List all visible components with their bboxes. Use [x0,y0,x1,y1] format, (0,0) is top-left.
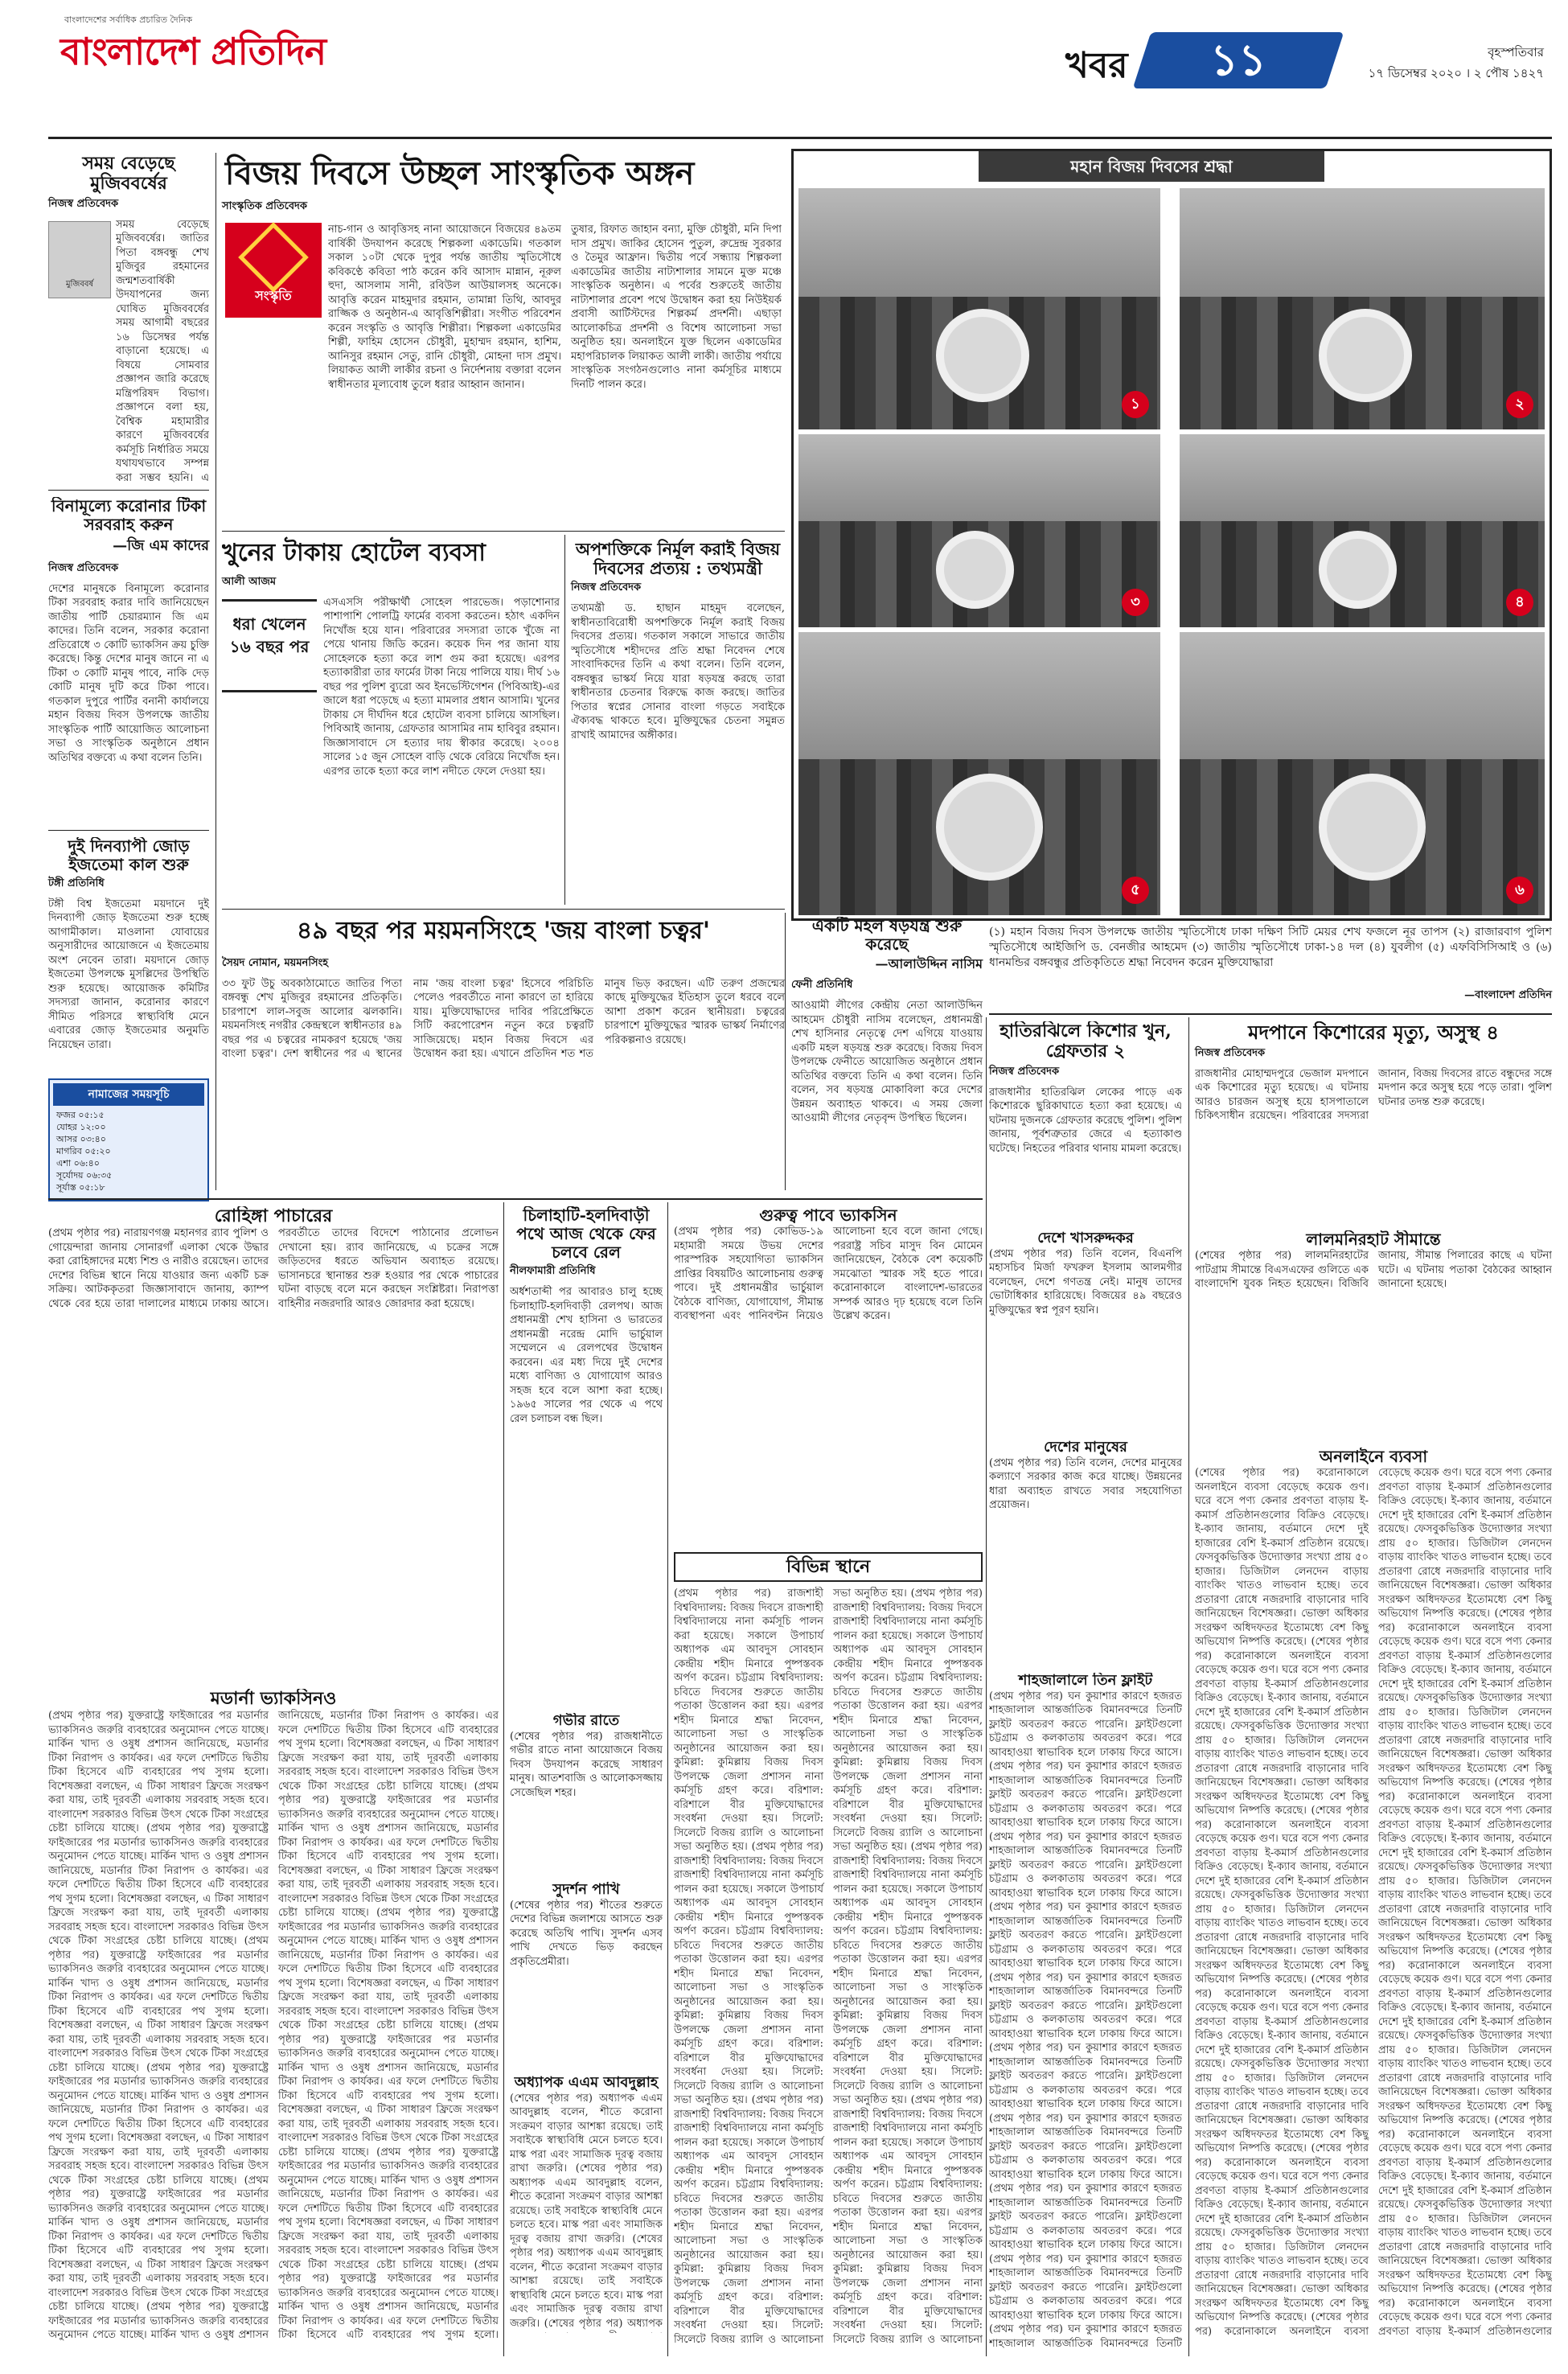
prayer-time-item: আসর ০৩:৪০ [56,1133,106,1144]
photo-spread [791,149,1552,921]
madpan-headline: মদপানে কিশোরের মৃত্যু, অসুস্থ ৪ [1248,1021,1499,1044]
lalmonir-article [1195,1230,1552,1440]
article-body: (প্রথম পৃষ্ঠার পর) তিনি বলেন, বিএনপি মহাসচিব মির্জা ফখরুল ইসলাম আলমগীর বলেছেন, দেশে গণতন্ত্র নেই। মানুষ তাদের ভোটাধিকার হারিয়েছে। বিজয়ের ৪৯ বছরেও মুক্তিযুদ্ধের স্বপ্ন পূরণ হয়নি। [989,1247,1182,1316]
rail-article [510,1206,663,1705]
manusher-article [989,1440,1182,1665]
article-body: (প্রথম পৃষ্ঠার পর) যুক্তরাষ্ট্রে ফাইজারের পর মডার্নার ভ্যাকসিনও জরুরি ব্যবহারের অনুমোদন পেতে যাচ্ছে। মার্কিন খাদ্য ও ওষুধ প্রশাসন জানিয়েছে, মডার্নার টিকা নিরাপদ ও কার্যকর। এর ফলে দেশটিতে দ্বিতীয় টিকা হিসেবে এটি ব্যবহারের পথ সুগম হলো। বিশেষজ্ঞরা বলছেন, এ টিকা সাধারণ ফ্রিজে সংরক্ষণ করা যায়, তাই দূরবর্তী এলাকায় সরবরাহ সহজ হবে। বাংলাদেশ সরকারও বিভিন্ন উৎস থেকে টিকা সংগ্রহের চেষ্টা চালিয়ে যাচ্ছে। (প্রথম পৃষ্ঠার পর) যুক্তরাষ্ট্রে ফাইজারের পর মডার্নার ভ্যাকসিনও জরুরি ব্যবহারের অনুমোদন পেতে যাচ্ছে। মার্কিন খাদ্য ও ওষুধ প্রশাসন জানিয়েছে, মডার্নার টিকা নিরাপদ ও কার্যকর। এর ফলে দেশটিতে দ্বিতীয় টিকা হিসেবে এটি ব্যবহারের পথ সুগম হলো। বিশেষজ্ঞরা বলছেন, এ টিকা সাধারণ ফ্রিজে সংরক্ষণ করা যায়, তাই দূরবর্তী এলাকায় সরবরাহ সহজ হবে। বাংলাদেশ সরকারও বিভিন্ন উৎস থেকে টিকা সংগ্রহের চেষ্টা চালিয়ে যাচ্ছে। (প্রথম পৃষ্ঠার পর) যুক্তরাষ্ট্রে ফাইজারের পর মডার্নার ভ্যাকসিনও জরুরি ব্যবহারের অনুমোদন পেতে যাচ্ছে। মার্কিন খাদ্য ও ওষুধ প্রশাসন জানিয়েছে, মডার্নার টিকা নিরাপদ ও কার্যকর। এর ফলে দেশটিতে দ্বিতীয় টিকা হিসেবে এটি ব্যবহারের পথ সুগম হলো। বিশেষজ্ঞরা বলছেন, এ টিকা সাধারণ ফ্রিজে সংরক্ষণ করা যায়, তাই দূরবর্তী এলাকায় সরবরাহ সহজ হবে। বাংলাদেশ সরকারও বিভিন্ন উৎস থেকে টিকা সংগ্রহের চেষ্টা চালিয়ে যাচ্ছে। (প্রথম পৃষ্ঠার পর) যুক্তরাষ্ট্রে ফাইজারের পর মডার্নার ভ্যাকসিনও জরুরি ব্যবহারের অনুমোদন পেতে যাচ্ছে। মার্কিন খাদ্য ও ওষুধ প্রশাসন জানিয়েছে, মডার্নার টিকা নিরাপদ ও কার্যকর। এর ফলে দেশটিতে দ্বিতীয় টিকা হিসেবে এটি ব্যবহারের পথ সুগম হলো। বিশেষজ্ঞরা বলছেন, এ টিকা সাধারণ ফ্রিজে সংরক্ষণ করা যায়, তাই দূরবর্তী এলাকায় সরবরাহ সহজ হবে। বাংলাদেশ সরকারও বিভিন্ন উৎস থেকে টিকা সংগ্রহের চেষ্টা চালিয়ে যাচ্ছে। (প্রথম পৃষ্ঠার পর) যুক্তরাষ্ট্রে ফাইজারের পর মডার্নার ভ্যাকসিনও জরুরি ব্যবহারের অনুমোদন পেতে যাচ্ছে। মার্কিন খাদ্য ও ওষুধ প্রশাসন জানিয়েছে, মডার্নার টিকা নিরাপদ ও কার্যকর। এর ফলে দেশটিতে দ্বিতীয় টিকা হিসেবে এটি ব্যবহারের পথ সুগম হলো। বিশেষজ্ঞরা বলছেন, এ টিকা সাধারণ ফ্রিজে সংরক্ষণ করা যায়, তাই দূরবর্তী এলাকায় সরবরাহ সহজ হবে। বাংলাদেশ সরকারও বিভিন্ন উৎস থেকে টিকা সংগ্রহের চেষ্টা চালিয়ে যাচ্ছে। (প্রথম পৃষ্ঠার পর) যুক্তরাষ্ট্রে ফাইজারের পর মডার্নার ভ্যাকসিনও জরুরি ব্যবহারের অনুমোদন পেতে যাচ্ছে। মার্কিন খাদ্য ও ওষুধ প্রশাসন জানিয়েছে, মডার্নার টিকা নিরাপদ ও কার্যকর। এর ফলে দেশটিতে দ্বিতীয় টিকা হিসেবে এটি ব্যবহারের পথ সুগম হলো। বিশেষজ্ঞরা বলছেন, এ টিকা সাধারণ ফ্রিজে সংরক্ষণ করা যায়, তাই দূরবর্তী এলাকায় সরবরাহ সহজ হবে। বাংলাদেশ সরকারও বিভিন্ন উৎস থেকে টিকা সংগ্রহের চেষ্টা চালিয়ে যাচ্ছে। (প্রথম পৃষ্ঠার পর) যুক্তরাষ্ট্রে ফাইজারের পর মডার্নার ভ্যাকসিনও জরুরি ব্যবহারের অনুমোদন পেতে যাচ্ছে। মার্কিন খাদ্য ও ওষুধ প্রশাসন জানিয়েছে, মডার্নার টিকা নিরাপদ ও কার্যকর। এর ফলে দেশটিতে দ্বিতীয় টিকা হিসেবে এটি ব্যবহারের পথ সুগম হলো। বিশেষজ্ঞরা বলছেন, এ টিকা সাধারণ ফ্রিজে সংরক্ষণ করা যায়, তাই দূরবর্তী এলাকায় সরবরাহ সহজ হবে। বাংলাদেশ সরকারও বিভিন্ন উৎস থেকে টিকা সংগ্রহের চেষ্টা চালিয়ে যাচ্ছে। (প্রথম পৃষ্ঠার পর) যুক্তরাষ্ট্রে ফাইজারের পর মডার্নার ভ্যাকসিনও জরুরি ব্যবহারের অনুমোদন পেতে যাচ্ছে। মার্কিন খাদ্য ও ওষুধ প্রশাসন জানিয়েছে, মডার্নার টিকা নিরাপদ ও কার্যকর। এর ফলে দেশটিতে দ্বিতীয় টিকা হিসেবে এটি ব্যবহারের পথ সুগম হলো। বিশেষজ্ঞরা বলছেন, এ টিকা সাধারণ ফ্রিজে সংরক্ষণ করা যায়, তাই দূরবর্তী এলাকায় সরবরাহ সহজ হবে। বাংলাদেশ সরকারও বিভিন্ন উৎস থেকে টিকা সংগ্রহের চেষ্টা চালিয়ে যাচ্ছে। (প্রথম পৃষ্ঠার পর) যুক্তরাষ্ট্রে ফাইজারের পর মডার্নার ভ্যাকসিনও জরুরি ব্যবহারের অনুমোদন পেতে যাচ্ছে। মার্কিন খাদ্য ও ওষুধ প্রশাসন জানিয়েছে, মডার্নার টিকা নিরাপদ ও কার্যকর। এর ফলে দেশটিতে দ্বিতীয় টিকা হিসেবে এটি ব্যবহারের পথ সুগম হলো। বিশেষজ্ঞরা বলছেন, এ টিকা সাধারণ ফ্রিজে সংরক্ষণ করা যায়, তাই দূরবর্তী এলাকায় সরবরাহ সহজ হবে। বাংলাদেশ সরকারও বিভিন্ন উৎস থেকে টিকা সংগ্রহের চেষ্টা চালিয়ে যাচ্ছে। (প্রথম পৃষ্ঠার পর) যুক্তরাষ্ট্রে ফাইজারের পর মডার্নার ভ্যাকসিনও জরুরি ব্যবহারের অনুমোদন পেতে যাচ্ছে। মার্কিন খাদ্য ও ওষুধ প্রশাসন জানিয়েছে, মডার্নার টিকা নিরাপদ ও কার্যকর। এর ফলে দেশটিতে দ্বিতীয় টিকা হিসেবে এটি ব্যবহারের পথ সুগম হলো। বিশেষজ্ঞরা বলছেন, এ টিকা সাধারণ ফ্রিজে সংরক্ষণ করা যায়, তাই দূরবর্তী এলাকায় সরবরাহ সহজ হবে। বাংলাদেশ সরকারও বিভিন্ন উৎস থেকে টিকা সংগ্রহের চেষ্টা চালিয়ে যাচ্ছে। (প্রথম পৃষ্ঠার পর) যুক্তরাষ্ট্রে ফাইজারের পর মডার্নার ভ্যাকসিনও জরুরি ব্যবহারের অনুমোদন পেতে যাচ্ছে। মার্কিন খাদ্য ও ওষুধ প্রশাসন জানিয়েছে, মডার্নার টিকা নিরাপদ ও কার্যকর। এর ফলে দেশটিতে দ্বিতীয় টিকা হিসেবে এটি ব্যবহারের পথ সুগম হলো। [48,1710,499,2342]
places-headline: বিভিন্ন স্থানে [674,1552,983,1582]
article-body: ৩৩ ফুট উচু অবকাঠামোতে জাতির পিতা বঙ্গবন্ধু শেখ মুজিবুর রহমানের প্রতিকৃতি। চারপাশে লাল-সবুজ আলোর ঝলকানি। ময়মনসিংহ নগরীর কেন্দ্রস্থলে স্বাধীনতার ৪৯ বছর পর এ চত্বরের নামকরণ হয়েছে 'জয় বাংলা চত্বর'। দেশ স্বাধীনের পর এ স্থানের নাম 'জয় বাংলা চত্বর' হিসেবে পরিচিতি পেলেও পরবর্তীতে নানা কারণে তা হারিয়ে যায়। মুক্তিযোদ্ধাদের দাবির পরিপ্রেক্ষিতে সিটি করপোরেশন নতুন করে চত্বরটি সাজিয়েছে। মহান বিজয় দিবসে এর উদ্বোধন করা হয়। এখানে প্রতিদিন শত শত মানুষ ভিড় করছেন। এটি তরুণ প্রজন্মের কাছে মুক্তিযুদ্ধের ইতিহাস তুলে ধরবে বলে আশা প্রকাশ করেন স্থানীয়রা। চত্বরের চারপাশে মুক্তিযুদ্ধের স্মারক ভাস্কর্য নির্মাণের পরিকল্পনাও রয়েছে। [222,977,785,1060]
photo-caption-box [989,925,1552,1005]
article-body: এসএসসি পরীক্ষার্থী সোহেল পারভেজ। পড়াশোনার পাশাপাশি পোলট্রি ফার্মের ব্যবসা করতেন। হঠাৎ একদিন নিখোঁজ হয়ে যান। পরিবারের সদস্যরা তাকে খুঁজে না পেয়ে থানায় জিডি করেন। কয়েক দিন পর জানা যায় সোহেলকে হত্যা করে লাশ গুম করা হয়েছে। এরপর হত্যাকারীরা তার ফার্মের টাকা নিয়ে পালিয়ে যায়। দীর্ঘ ১৬ বছর পর পুলিশ ব্যুরো অব ইনভেস্টিগেশন (পিবিআই)-এর জালে ধরা পড়েছে এ হত্যা মামলার প্রধান আসামি। খুনের টাকায় সে দীর্ঘদিন ধরে হোটেল ব্যবসা চালিয়ে আসছিল। পিবিআই জানায়, গ্রেফতার আসামির নাম হাবিবুর রহমান। জিজ্ঞাসাবাদে সে হত্যার দায় স্বীকার করেছে। ২০০৪ সালের ১৫ জুন সোহেল বাড়ি থেকে বেরিয়ে নিখোঁজ হন। এরপর তাকে হত্যা করে লাশ নদীতে ফেলে দেওয়া হয়। [323,596,560,778]
culture-emblem-icon [238,222,309,293]
abdullah-headline: অধ্যাপক এএম আবদুল্লাহ [514,2075,659,2091]
places-article [674,1552,983,2356]
byline: নিজস্ব প্রতিবেদক [571,581,642,594]
photo-number-badge: ৬ [1506,877,1533,904]
rohingya-article [48,1206,499,1681]
photo-spread-banner [979,151,1324,182]
divider [48,490,209,491]
byline: নিজস্ব প্রতিবেদক [48,561,119,574]
divider [222,531,785,532]
rohingya-headline: রোহিঙ্গা পাচারের [214,1206,333,1226]
headline-vaccine-free: বিনামূল্যে করোনার টিকা সরবরাহ করুন [51,496,207,534]
prayer-times-box [48,1078,209,1201]
masthead [0,0,1568,145]
column-rule [503,1202,504,2356]
mymensingh-article [222,913,785,1194]
photo-5 [798,632,1160,915]
column-rule [986,1017,987,2356]
masthead-tagline: বাংলাদেশের সর্বাধিক প্রচারিত দৈনিক [64,14,193,25]
photo-background [1180,434,1545,521]
conspiracy-article [791,917,983,1190]
byline: সাংস্কৃতিক প্রতিবেদক [222,200,307,212]
sudarshan-article [510,1882,663,2067]
divider [785,913,786,1190]
article-body: (প্রথম পৃষ্ঠার পর) রাজশাহী বিশ্ববিদ্যালয়: বিজয় দিবসে রাজশাহী বিশ্ববিদ্যালয়ে নানা কর্মসূচি পালন করা হয়েছে। সকালে উপাচার্য অধ্যাপক এম আবদুস সোবহান কেন্দ্রীয় শহীদ মিনারে পুষ্পস্তবক অর্পণ করেন। চট্টগ্রাম বিশ্ববিদ্যালয়: চবিতে দিবসের শুরুতে জাতীয় পতাকা উত্তোলন করা হয়। এরপর শহীদ মিনারে শ্রদ্ধা নিবেদন, আলোচনা সভা ও সাংস্কৃতিক অনুষ্ঠানের আয়োজন করা হয়। কুমিল্লা: কুমিল্লায় বিজয় দিবস উপলক্ষে জেলা প্রশাসন নানা কর্মসূচি গ্রহণ করে। বরিশাল: বরিশালে বীর মুক্তিযোদ্ধাদের সংবর্ধনা দেওয়া হয়। সিলেট: সিলেটে বিজয় র‌্যালি ও আলোচনা সভা অনুষ্ঠিত হয়। (প্রথম পৃষ্ঠার পর) রাজশাহী বিশ্ববিদ্যালয়: বিজয় দিবসে রাজশাহী বিশ্ববিদ্যালয়ে নানা কর্মসূচি পালন করা হয়েছে। সকালে উপাচার্য অধ্যাপক এম আবদুস সোবহান কেন্দ্রীয় শহীদ মিনারে পুষ্পস্তবক অর্পণ করেন। চট্টগ্রাম বিশ্ববিদ্যালয়: চবিতে দিবসের শুরুতে জাতীয় পতাকা উত্তোলন করা হয়। এরপর শহীদ মিনারে শ্রদ্ধা নিবেদন, আলোচনা সভা ও সাংস্কৃতিক অনুষ্ঠানের আয়োজন করা হয়। কুমিল্লা: কুমিল্লায় বিজয় দিবস উপলক্ষে জেলা প্রশাসন নানা কর্মসূচি গ্রহণ করে। বরিশাল: বরিশালে বীর মুক্তিযোদ্ধাদের সংবর্ধনা দেওয়া হয়। সিলেট: সিলেটে বিজয় র‌্যালি ও আলোচনা সভা অনুষ্ঠিত হয়। (প্রথম পৃষ্ঠার পর) রাজশাহী বিশ্ববিদ্যালয়: বিজয় দিবসে রাজশাহী বিশ্ববিদ্যালয়ে নানা কর্মসূচি পালন করা হয়েছে। সকালে উপাচার্য অধ্যাপক এম আবদুস সোবহান কেন্দ্রীয় শহীদ মিনারে পুষ্পস্তবক অর্পণ করেন। চট্টগ্রাম বিশ্ববিদ্যালয়: চবিতে দিবসের শুরুতে জাতীয় পতাকা উত্তোলন করা হয়। এরপর শহীদ মিনারে শ্রদ্ধা নিবেদন, আলোচনা সভা ও সাংস্কৃতিক অনুষ্ঠানের আয়োজন করা হয়। কুমিল্লা: কুমিল্লায় বিজয় দিবস উপলক্ষে জেলা প্রশাসন নানা কর্মসূচি গ্রহণ করে। বরিশাল: বরিশালে বীর মুক্তিযোদ্ধাদের সংবর্ধনা দেওয়া হয়। সিলেট: সিলেটে বিজয় র‌্যালি ও আলোচনা সভা অনুষ্ঠিত হয়। (প্রথম পৃষ্ঠার পর) রাজশাহী বিশ্ববিদ্যালয়: বিজয় দিবসে রাজশাহী বিশ্ববিদ্যালয়ে নানা কর্মসূচি পালন করা হয়েছে। সকালে উপাচার্য অধ্যাপক এম আবদুস সোবহান কেন্দ্রীয় শহীদ মিনারে পুষ্পস্তবক অর্পণ করেন। চট্টগ্রাম বিশ্ববিদ্যালয়: চবিতে দিবসের শুরুতে জাতীয় পতাকা উত্তোলন করা হয়। এরপর শহীদ মিনারে শ্রদ্ধা নিবেদন, আলোচনা সভা ও সাংস্কৃতিক অনুষ্ঠানের আয়োজন করা হয়। কুমিল্লা: কুমিল্লায় বিজয় দিবস উপলক্ষে জেলা প্রশাসন নানা কর্মসূচি গ্রহণ করে। বরিশাল: বরিশালে বীর মুক্তিযোদ্ধাদের সংবর্ধনা দেওয়া হয়। সিলেট: সিলেটে বিজয় র‌্যালি ও আলোচনা সভা অনুষ্ঠিত হয়। (প্রথম পৃষ্ঠার পর) রাজশাহী বিশ্ববিদ্যালয়: বিজয় দিবসে রাজশাহী বিশ্ববিদ্যালয়ে নানা কর্মসূচি পালন করা হয়েছে। সকালে উপাচার্য অধ্যাপক এম আবদুস সোবহান কেন্দ্রীয় শহীদ মিনারে পুষ্পস্তবক অর্পণ করেন। চট্টগ্রাম বিশ্ববিদ্যালয়: চবিতে দিবসের শুরুতে জাতীয় পতাকা উত্তোলন করা হয়। এরপর শহীদ মিনারে শ্রদ্ধা নিবেদন, আলোচনা সভা ও সাংস্কৃতিক অনুষ্ঠানের আয়োজন করা হয়। কুমিল্লা: কুমিল্লায় বিজয় দিবস উপলক্ষে জেলা প্রশাসন নানা কর্মসূচি গ্রহণ করে। বরিশাল: বরিশালে বীর মুক্তিযোদ্ধাদের সংবর্ধনা দেওয়া হয়। সিলেট: সিলেটে বিজয় র‌্যালি ও আলোচনা সভা অনুষ্ঠিত হয়। (প্রথম পৃষ্ঠার পর) রাজশাহী বিশ্ববিদ্যালয়: বিজয় দিবসে রাজশাহী বিশ্ববিদ্যালয়ে নানা কর্মসূচি পালন করা হয়েছে। সকালে উপাচার্য অধ্যাপক এম আবদুস সোবহান কেন্দ্রীয় শহীদ মিনারে পুষ্পস্তবক অর্পণ করেন। চট্টগ্রাম বিশ্ববিদ্যালয়: চবিতে দিবসের শুরুতে জাতীয় পতাকা উত্তোলন করা হয়। এরপর শহীদ মিনারে শ্রদ্ধা নিবেদন, আলোচনা সভা ও সাংস্কৃতিক অনুষ্ঠানের আয়োজন করা হয়। কুমিল্লা: কুমিল্লায় বিজয় দিবস উপলক্ষে জেলা প্রশাসন নানা কর্মসূচি গ্রহণ করে। বরিশাল: বরিশালে বীর মুক্তিযোদ্ধাদের সংবর্ধনা দেওয়া হয়। সিলেট: সিলেটে বিজয় র‌্যালি ও আলোচনা [674,1587,983,2346]
divider [222,909,785,910]
headline-subtitle: —আলাউদ্দিন নাসিম [875,956,983,971]
article-body: রাজধানীর মোহাম্মদপুরে ভেজাল মদপানে এক কিশোরের মৃত্যু হয়েছে। এ ঘটনায় আরও চারজন অসুস্থ হয়ে হাসপাতালে চিকিৎসাধীন রয়েছেন। পরিবারের সদস্যরা জানান, বিজয় দিবসের রাতে বন্ধুদের সঙ্গে মদপান করে অসুস্থ হয়ে পড়ে তারা। পুলিশ ঘটনার তদন্ত শুরু করেছে। [1195,1067,1552,1123]
article-body: সময় বেড়েছে মুজিববর্ষের। জাতির পিতা বঙ্গবন্ধু শেখ মুজিবুর রহমানের জন্মশতবার্ষিকী উদযাপনের জন্য ঘোষিত মুজিববর্ষের সময় আগামী বছরের ১৬ ডিসেম্বর পর্যন্ত বাড়ানো হয়েছে। এ বিষয়ে সোমবার প্রজ্ঞাপন জারি করেছে মন্ত্রিপরিষদ বিভাগ। প্রজ্ঞাপনে বলা হয়, বৈশ্বিক মহামারীর কারণে মুজিববর্ষের কর্মসূচি নির্ধারিত সময়ে যথাযথভাবে সম্পন্ন করা সম্ভব হয়নি। এ [116,218,209,483]
byline: সৈয়দ নোমান, ময়মনসিংহ [222,956,329,969]
byline: ফেনী প্রতিনিধি [791,979,853,991]
masthead-day: বৃহস্পতিবার [1488,45,1544,60]
wreath-icon [936,531,1014,609]
byline: নিজস্ব প্রতিবেদক [989,1065,1060,1078]
sudarshan-headline: সুদর্শন পাখি [552,1882,620,1898]
shash-article [989,1230,1182,1431]
byline: নিজস্ব প্রতিবেদক [1195,1046,1266,1059]
manusher-headline: দেশের মানুষের [1044,1440,1127,1456]
photo-number-badge: ২ [1506,391,1533,418]
wreath-icon [1319,774,1426,881]
article-body: (শেষের পৃষ্ঠার পর) করোনাকালে অনলাইনে ব্যবসা বেড়েছে কয়েক গুণ। ঘরে বসে পণ্য কেনার প্রবণতা বাড়ায় ই-কমার্স প্রতিষ্ঠানগুলোর বিক্রিও বেড়েছে। ই-ক্যাব জানায়, বর্তমানে দেশে দুই হাজারের বেশি ই-কমার্স প্রতিষ্ঠান রয়েছে। ফেসবুকভিত্তিক উদ্যোক্তার সংখ্যা প্রায় ৫০ হাজার। ডিজিটাল লেনদেন বাড়ায় ব্যাংকিং খাতও লাভবান হচ্ছে। তবে প্রতারণা রোধে নজরদারি বাড়ানোর দাবি জানিয়েছেন বিশেষজ্ঞরা। ভোক্তা অধিকার সংরক্ষণ অধিদফতর ইতোমধ্যে বেশ কিছু অভিযোগ নিষ্পত্তি করেছে। (শেষের পৃষ্ঠার পর) করোনাকালে অনলাইনে ব্যবসা বেড়েছে কয়েক গুণ। ঘরে বসে পণ্য কেনার প্রবণতা বাড়ায় ই-কমার্স প্রতিষ্ঠানগুলোর বিক্রিও বেড়েছে। ই-ক্যাব জানায়, বর্তমানে দেশে দুই হাজারের বেশি ই-কমার্স প্রতিষ্ঠান রয়েছে। ফেসবুকভিত্তিক উদ্যোক্তার সংখ্যা প্রায় ৫০ হাজার। ডিজিটাল লেনদেন বাড়ায় ব্যাংকিং খাতও লাভবান হচ্ছে। তবে প্রতারণা রোধে নজরদারি বাড়ানোর দাবি জানিয়েছেন বিশেষজ্ঞরা। ভোক্তা অধিকার সংরক্ষণ অধিদফতর ইতোমধ্যে বেশ কিছু অভিযোগ নিষ্পত্তি করেছে। (শেষের পৃষ্ঠার পর) করোনাকালে অনলাইনে ব্যবসা বেড়েছে কয়েক গুণ। ঘরে বসে পণ্য কেনার প্রবণতা বাড়ায় ই-কমার্স প্রতিষ্ঠানগুলোর বিক্রিও বেড়েছে। ই-ক্যাব জানায়, বর্তমানে দেশে দুই হাজারের বেশি ই-কমার্স প্রতিষ্ঠান রয়েছে। ফেসবুকভিত্তিক উদ্যোক্তার সংখ্যা প্রায় ৫০ হাজার। ডিজিটাল লেনদেন বাড়ায় ব্যাংকিং খাতও লাভবান হচ্ছে। তবে প্রতারণা রোধে নজরদারি বাড়ানোর দাবি জানিয়েছেন বিশেষজ্ঞরা। ভোক্তা অধিকার সংরক্ষণ অধিদফতর ইতোমধ্যে বেশ কিছু অভিযোগ নিষ্পত্তি করেছে। (শেষের পৃষ্ঠার পর) করোনাকালে অনলাইনে ব্যবসা বেড়েছে কয়েক গুণ। ঘরে বসে পণ্য কেনার প্রবণতা বাড়ায় ই-কমার্স প্রতিষ্ঠানগুলোর বিক্রিও বেড়েছে। ই-ক্যাব জানায়, বর্তমানে দেশে দুই হাজারের বেশি ই-কমার্স প্রতিষ্ঠান রয়েছে। ফেসবুকভিত্তিক উদ্যোক্তার সংখ্যা প্রায় ৫০ হাজার। ডিজিটাল লেনদেন বাড়ায় ব্যাংকিং খাতও লাভবান হচ্ছে। তবে প্রতারণা রোধে নজরদারি বাড়ানোর দাবি জানিয়েছেন বিশেষজ্ঞরা। ভোক্তা অধিকার সংরক্ষণ অধিদফতর ইতোমধ্যে বেশ কিছু অভিযোগ নিষ্পত্তি করেছে। (শেষের পৃষ্ঠার পর) করোনাকালে অনলাইনে ব্যবসা বেড়েছে কয়েক গুণ। ঘরে বসে পণ্য কেনার প্রবণতা বাড়ায় ই-কমার্স প্রতিষ্ঠানগুলোর বিক্রিও বেড়েছে। ই-ক্যাব জানায়, বর্তমানে দেশে দুই হাজারের বেশি ই-কমার্স প্রতিষ্ঠান রয়েছে। ফেসবুকভিত্তিক উদ্যোক্তার সংখ্যা প্রায় ৫০ হাজার। ডিজিটাল লেনদেন বাড়ায় ব্যাংকিং খাতও লাভবান হচ্ছে। তবে প্রতারণা রোধে নজরদারি বাড়ানোর দাবি জানিয়েছেন বিশেষজ্ঞরা। ভোক্তা অধিকার সংরক্ষণ অধিদফতর ইতোমধ্যে বেশ কিছু অভিযোগ নিষ্পত্তি করেছে। (শেষের পৃষ্ঠার পর) করোনাকালে অনলাইনে ব্যবসা বেড়েছে কয়েক গুণ। ঘরে বসে পণ্য কেনার প্রবণতা বাড়ায় ই-কমার্স প্রতিষ্ঠানগুলোর বিক্রিও বেড়েছে। ই-ক্যাব জানায়, বর্তমানে দেশে দুই হাজারের বেশি ই-কমার্স প্রতিষ্ঠান রয়েছে। ফেসবুকভিত্তিক উদ্যোক্তার সংখ্যা প্রায় ৫০ হাজার। ডিজিটাল লেনদেন বাড়ায় ব্যাংকিং খাতও লাভবান হচ্ছে। তবে প্রতারণা রোধে নজরদারি বাড়ানোর দাবি জানিয়েছেন বিশেষজ্ঞরা। ভোক্তা অধিকার সংরক্ষণ অধিদফতর ইতোমধ্যে বেশ কিছু অভিযোগ নিষ্পত্তি করেছে। (শেষের পৃষ্ঠার পর) করোনাকালে অনলাইনে ব্যবসা বেড়েছে কয়েক গুণ। ঘরে বসে পণ্য কেনার প্রবণতা বাড়ায় ই-কমার্স প্রতিষ্ঠানগুলোর বিক্রিও বেড়েছে। ই-ক্যাব জানায়, বর্তমানে দেশে দুই হাজারের বেশি ই-কমার্স প্রতিষ্ঠান রয়েছে। ফেসবুকভিত্তিক উদ্যোক্তার সংখ্যা প্রায় ৫০ হাজার। ডিজিটাল লেনদেন বাড়ায় ব্যাংকিং খাতও লাভবান হচ্ছে। তবে প্রতারণা রোধে নজরদারি বাড়ানোর দাবি জানিয়েছেন বিশেষজ্ঞরা। ভোক্তা অধিকার সংরক্ষণ অধিদফতর ইতোমধ্যে বেশ কিছু অভিযোগ নিষ্পত্তি করেছে। (শেষের পৃষ্ঠার পর) করোনাকালে অনলাইনে ব্যবসা বেড়েছে কয়েক গুণ। ঘরে বসে পণ্য কেনার প্রবণতা বাড়ায় ই-কমার্স প্রতিষ্ঠানগুলোর বিক্রিও বেড়েছে। ই-ক্যাব জানায়, বর্তমানে দেশে দুই হাজারের বেশি ই-কমার্স প্রতিষ্ঠান রয়েছে। ফেসবুকভিত্তিক উদ্যোক্তার সংখ্যা প্রায় ৫০ হাজার। ডিজিটাল লেনদেন বাড়ায় ব্যাংকিং খাতও লাভবান হচ্ছে। তবে প্রতারণা রোধে নজরদারি বাড়ানোর দাবি জানিয়েছেন বিশেষজ্ঞরা। ভোক্তা অধিকার সংরক্ষণ অধিদফতর ইতোমধ্যে বেশ কিছু অভিযোগ নিষ্পত্তি করেছে। (শেষের পৃষ্ঠার পর) করোনাকালে অনলাইনে ব্যবসা বেড়েছে কয়েক গুণ। ঘরে বসে পণ্য কেনার প্রবণতা বাড়ায় ই-কমার্স প্রতিষ্ঠানগুলোর বিক্রিও বেড়েছে। ই-ক্যাব জানায়, বর্তমানে দেশে দুই হাজারের বেশি ই-কমার্স প্রতিষ্ঠান রয়েছে। ফেসবুকভিত্তিক উদ্যোক্তার সংখ্যা প্রায় ৫০ হাজার। ডিজিটাল লেনদেন বাড়ায় ব্যাংকিং খাতও লাভবান হচ্ছে। তবে প্রতারণা রোধে নজরদারি বাড়ানোর দাবি জানিয়েছেন বিশেষজ্ঞরা। ভোক্তা অধিকার সংরক্ষণ অধিদফতর ইতোমধ্যে বেশ কিছু অভিযোগ নিষ্পত্তি করেছে। (শেষের পৃষ্ঠার পর) করোনাকালে অনলাইনে ব্যবসা বেড়েছে কয়েক গুণ। ঘরে বসে পণ্য কেনার প্রবণতা বাড়ায় ই-কমার্স প্রতিষ্ঠানগুলোর বিক্রিও বেড়েছে। ই-ক্যাব জানায়, বর্তমানে দেশে দুই হাজারের বেশি ই-কমার্স প্রতিষ্ঠান রয়েছে। ফেসবুকভিত্তিক উদ্যোক্তার সংখ্যা প্রায় ৫০ হাজার। ডিজিটাল লেনদেন বাড়ায় ব্যাংকিং খাতও লাভবান হচ্ছে। তবে প্রতারণা রোধে নজরদারি বাড়ানোর দাবি জানিয়েছেন বিশেষজ্ঞরা। ভোক্তা অধিকার সংরক্ষণ অধিদফতর ইতোমধ্যে বেশ কিছু অভিযোগ নিষ্পত্তি করেছে। (শেষের পৃষ্ঠার পর) করোনাকালে অনলাইনে ব্যবসা বেড়েছে কয়েক গুণ। ঘরে বসে পণ্য কেনার প্রবণতা বাড়ায় ই-কমার্স প্রতিষ্ঠানগুলোর [1195,1467,1552,2338]
masthead-logo: বাংলাদেশ প্রতিদিন [60,30,326,73]
article-body: (প্রথম পৃষ্ঠার পর) তিনি বলেন, দেশের মানুষের কল্যাণে সরকার কাজ করে যাচ্ছে। উন্নয়নের ধারা অব্যাহত রাখতে সবার সহযোগিতা প্রয়োজন। [989,1456,1182,1512]
headline-subtitle: —জি এম কাদের [113,536,209,554]
article-body: (শেষের পৃষ্ঠার পর) রাজধানীতে গভীর রাতে নানা আয়োজনে বিজয় দিবস উদযাপন করেছে সাধারণ মানুষ। আতশবাজি ও আলোকসজ্জায় সেজেছিল শহর। [510,1730,663,1799]
headline-ijtema: দুই দিনব্যাপী জোড় ইজতেমা কাল শুরু [68,836,190,874]
photo-background [798,434,1160,521]
rail-headline: চিলাহাটি-হলদিবাড়ী পথে আজ থেকে ফের চলবে রেল [516,1206,656,1262]
wreath-icon [1319,531,1397,609]
divider [48,1198,983,1200]
conspiracy-headline: একটি মহল ষড়যন্ত্র শুরু করেছে [811,917,963,954]
article-body: তথ্যমন্ত্রী ড. হাছান মাহমুদ বলেছেন, স্বাধীনতাবিরোধী অপশক্তিকে নির্মূল করাই বিজয় দিবসের প্রত্যয়। গতকাল সকালে সাভারে জাতীয় স্মৃতিসৌধে শহীদদের প্রতি শ্রদ্ধা নিবেদন শেষে সাংবাদিকদের তিনি এ কথা বলেন। তিনি বলেন, বঙ্গবন্ধুর ভাস্কর্য নিয়ে যারা ষড়যন্ত্র করছে তারা স্বাধীনতার চেতনার বিরুদ্ধে কাজ করছে। জাতির পিতার স্বপ্নের সোনার বাংলা গড়তে সবাইকে ঐক্যবদ্ধ থাকতে হবে। মুক্তিযুদ্ধের চেতনা সমুন্নত রাখাই আমাদের অঙ্গীকার। [571,602,785,741]
photo-background [798,632,1160,759]
divider [989,1013,1552,1015]
wreath-icon [936,774,1043,881]
online-headline: অনলাইনে ব্যবসা [1319,1448,1428,1466]
hotel-kicker-box [222,599,317,692]
article-body: দেশের মানুষকে বিনামূল্যে করোনার টিকা সরবরাহ করার দাবি জানিয়েছেন জাতীয় পার্টি চেয়ারম্যান জি এম কাদের। তিনি বলেন, সরকার করোনা প্রতিরোধে ৩ কোটি ভ্যাকসিন ক্রয় চুক্তি করেছে। কিন্তু দেশের মানুষ জানে না এ টিকা ৩ কোটি মানুষ পাবে, নাকি দেড় কোটি মানুষ দুটি করে টিকা পাবে। গতকাল দুপুরে পার্টির বনানী কার্যালয়ে মহান বিজয় দিবস উপলক্ষে জাতীয় সাংস্কৃতিক পার্টি আয়োজিত আলোচনা সভা ও সাংস্কৃতিক অনুষ্ঠানে প্রধান অতিথির বক্তব্যে এ কথা বলেন তিনি। [48,582,209,764]
article-body: অর্ধশতাব্দী পর আবারও চালু হচ্ছে চিলাহাটি-হলদিবাড়ী রেলপথ। আজ প্রধানমন্ত্রী শেখ হাসিনা ও ভারতের প্রধানমন্ত্রী নরেন্দ্র মোদি ভার্চুয়াল সম্মেলনে এ রেলপথের উদ্বোধন করবেন। এর মধ্য দিয়ে দুই দেশের মধ্যে বাণিজ্য ও যোগাযোগ আরও সহজ হবে বলে আশা করা হচ্ছে। ১৯৬৫ সালের পর থেকে এ পথে রেল চলাচল বন্ধ ছিল। [510,1286,663,1425]
moderna-headline: মডার্না ভ্যাকসিনও [210,1689,337,1709]
photo-number-badge: ৩ [1122,589,1149,616]
gavir-headline: গভীর রাতে [552,1713,620,1729]
prayer-time-item: এশা ০৬:৪০ [56,1157,100,1169]
column-rule [215,153,216,1190]
article-body: রাজধানীর হাতিরঝিল লেকের পাড়ে এক কিশোরকে ছুরিকাঘাতে হত্যা করা হয়েছে। এ ঘটনায় দুজনকে গ্রেফতার করেছে পুলিশ। পুলিশ জানায়, পূর্বশত্রুতার জেরে এ হত্যাকাণ্ড ঘটেছে। নিহতের পরিবার থানায় মামলা করেছে। [989,1086,1182,1155]
hatirjheel-article [989,1021,1182,1222]
hotel-headline: খুনের টাকায় হোটেল ব্যবসা [222,539,486,567]
wreath-icon [1319,309,1412,402]
wreath-icon [936,309,1029,402]
photo-caption: (১) মহান বিজয় দিবস উপলক্ষে জাতীয় স্মৃতিসৌধে ঢাকা দক্ষিণ সিটি মেয়র শেখ ফজলে নূর তাপস (২) রাজারবাগ পুলিশ স্মৃতিসৌধে আইজিপি ড. বেনজীর আহমেদ (৩) জাতীয় স্মৃতিসৌধে ঢাকা-১৪ দল (৪) যুবলীগ (৫) এফবিসিসিআই ও (৬) ধানমন্ডির বঙ্গবন্ধুর প্রতিকৃতিতে শ্রদ্ধা নিবেদন করেন মুক্তিযোদ্ধারা [989,926,1552,969]
photo-spread-title: মহান বিজয় দিবসের শ্রদ্ধা [1070,157,1233,176]
culture-logo [225,223,322,318]
lead-headline: বিজয় দিবসে উচ্ছল সাংস্কৃতিক অঙ্গন [225,154,695,192]
vaccine-headline: গুরুত্ব পাবে ভ্যাকসিন [759,1206,897,1225]
photo-background [798,188,1160,297]
mujib-year-logo-label: মুজিববর্ষ [65,279,93,289]
prayer-time-item: সূর্যাস্ত ০৫:১৮ [56,1181,105,1193]
photo-credit: —বাংলাদেশ প্রতিদিন [1464,989,1552,1001]
photo-3 [798,434,1160,627]
lalmonir-headline: লালমনিরহাট সীমান্তে [1306,1230,1441,1249]
column-rule [1188,1017,1189,2356]
column-rule [564,535,565,905]
hotel-kicker: ধরা খেলেন ১৬ বছর পর [229,614,310,656]
minister-headline: অপশক্তিকে নির্মূল করাই বিজয় দিবসের প্রত্যয় : তথ্যমন্ত্রী [575,539,781,579]
moderna-article [48,1689,499,2356]
shahjalal-headline: শাহজালালে তিন ফ্লাইট [1018,1673,1153,1689]
article-body: (প্রথম পৃষ্ঠার পর) ঘন কুয়াশার কারণে হজরত শাহজালাল আন্তর্জাতিক বিমানবন্দরে তিনটি ফ্লাইট অবতরণ করতে পারেনি। ফ্লাইটগুলো চট্টগ্রাম ও কলকাতায় অবতরণ করে। পরে আবহাওয়া স্বাভাবিক হলে ঢাকায় ফিরে আসে। (প্রথম পৃষ্ঠার পর) ঘন কুয়াশার কারণে হজরত শাহজালাল আন্তর্জাতিক বিমানবন্দরে তিনটি ফ্লাইট অবতরণ করতে পারেনি। ফ্লাইটগুলো চট্টগ্রাম ও কলকাতায় অবতরণ করে। পরে আবহাওয়া স্বাভাবিক হলে ঢাকায় ফিরে আসে। (প্রথম পৃষ্ঠার পর) ঘন কুয়াশার কারণে হজরত শাহজালাল আন্তর্জাতিক বিমানবন্দরে তিনটি ফ্লাইট অবতরণ করতে পারেনি। ফ্লাইটগুলো চট্টগ্রাম ও কলকাতায় অবতরণ করে। পরে আবহাওয়া স্বাভাবিক হলে ঢাকায় ফিরে আসে। (প্রথম পৃষ্ঠার পর) ঘন কুয়াশার কারণে হজরত শাহজালাল আন্তর্জাতিক বিমানবন্দরে তিনটি ফ্লাইট অবতরণ করতে পারেনি। ফ্লাইটগুলো চট্টগ্রাম ও কলকাতায় অবতরণ করে। পরে আবহাওয়া স্বাভাবিক হলে ঢাকায় ফিরে আসে। (প্রথম পৃষ্ঠার পর) ঘন কুয়াশার কারণে হজরত শাহজালাল আন্তর্জাতিক বিমানবন্দরে তিনটি ফ্লাইট অবতরণ করতে পারেনি। ফ্লাইটগুলো চট্টগ্রাম ও কলকাতায় অবতরণ করে। পরে আবহাওয়া স্বাভাবিক হলে ঢাকায় ফিরে আসে। (প্রথম পৃষ্ঠার পর) ঘন কুয়াশার কারণে হজরত শাহজালাল আন্তর্জাতিক বিমানবন্দরে তিনটি ফ্লাইট অবতরণ করতে পারেনি। ফ্লাইটগুলো চট্টগ্রাম ও কলকাতায় অবতরণ করে। পরে আবহাওয়া স্বাভাবিক হলে ঢাকায় ফিরে আসে। (প্রথম পৃষ্ঠার পর) ঘন কুয়াশার কারণে হজরত শাহজালাল আন্তর্জাতিক বিমানবন্দরে তিনটি ফ্লাইট অবতরণ করতে পারেনি। ফ্লাইটগুলো চট্টগ্রাম ও কলকাতায় অবতরণ করে। পরে আবহাওয়া স্বাভাবিক হলে ঢাকায় ফিরে আসে। (প্রথম পৃষ্ঠার পর) ঘন কুয়াশার কারণে হজরত শাহজালাল আন্তর্জাতিক বিমানবন্দরে তিনটি ফ্লাইট অবতরণ করতে পারেনি। ফ্লাইটগুলো চট্টগ্রাম ও কলকাতায় অবতরণ করে। পরে আবহাওয়া স্বাভাবিক হলে ঢাকায় ফিরে আসে। (প্রথম পৃষ্ঠার পর) ঘন কুয়াশার কারণে হজরত শাহজালাল আন্তর্জাতিক বিমানবন্দরে তিনটি ফ্লাইট অবতরণ করতে পারেনি। ফ্লাইটগুলো চট্টগ্রাম ও কলকাতায় অবতরণ করে। পরে আবহাওয়া স্বাভাবিক হলে ঢাকায় ফিরে আসে। (প্রথম পৃষ্ঠার পর) ঘন কুয়াশার কারণে হজরত শাহজালাল আন্তর্জাতিক বিমানবন্দরে তিনটি [989,1690,1182,2349]
prayer-times-title: নামাজের সময়সূচি [53,1083,204,1106]
gavir-article [510,1713,663,1874]
prayer-time-item: যোহর ১২:০০ [56,1121,106,1132]
prayer-times-list [53,1106,204,1197]
online-article [1195,1448,1552,2356]
article-body: (শেষের পৃষ্ঠার পর) অধ্যাপক এএম আবদুল্লাহ বলেন, শীতে করোনা সংক্রমণ বাড়ার আশঙ্কা রয়েছে। তাই সবাইকে স্বাস্থ্যবিধি মেনে চলতে হবে। মাস্ক পরা এবং সামাজিক দূরত্ব বজায় রাখা জরুরি। (শেষের পৃষ্ঠার পর) অধ্যাপক এএম আবদুল্লাহ বলেন, শীতে করোনা সংক্রমণ বাড়ার আশঙ্কা রয়েছে। তাই সবাইকে স্বাস্থ্যবিধি মেনে চলতে হবে। মাস্ক পরা এবং সামাজিক দূরত্ব বজায় রাখা জরুরি। (শেষের পৃষ্ঠার পর) অধ্যাপক এএম আবদুল্লাহ বলেন, শীতে করোনা সংক্রমণ বাড়ার আশঙ্কা রয়েছে। তাই সবাইকে স্বাস্থ্যবিধি মেনে চলতে হবে। মাস্ক পরা এবং সামাজিক দূরত্ব বজায় রাখা জরুরি। (শেষের পৃষ্ঠার পর) অধ্যাপক [510,2092,663,2330]
article-body: (প্রথম পৃষ্ঠার পর) কোভিড-১৯ মহামারী সময়ে উভয় দেশের পারস্পরিক সহযোগিতা ভ্যাকসিন প্রাপ্তির বিষয়টিও আলোচনায় গুরুত্ব পাবে। দুই প্রধানমন্ত্রীর ভার্চুয়াল বৈঠকে বাণিজ্য, যোগাযোগ, সীমান্ত ব্যবস্থাপনা এবং পানিবণ্টন নিয়েও আলোচনা হবে বলে জানা গেছে। পররাষ্ট্র সচিব মাসুদ বিন মোমেন জানিয়েছেন, বৈঠকে বেশ কয়েকটি সমঝোতা স্মারক সই হতে পারে। করোনাকালে বাংলাদেশ-ভারতের সম্পর্ক আরও দৃঢ় হয়েছে বলে তিনি উল্লেখ করেন। [674,1226,983,1322]
lead-article [222,149,785,527]
lead-body-left: নাচ-গান ও আবৃত্তিসহ নানা আয়োজনে বিজয়ের ৪৯তম বার্ষিকী উদযাপন করেছে শিল্পকলা একাডেমি। গতকাল সকাল ১০টা থেকে দুপুর পর্যন্ত জাতীয় স্মৃতিসৌধে কবিকণ্ঠে কবিতা পাঠ করেন কবি আসাদ মান্নান, নূরুল হুদা, আসলাম সানী, রবিউল আউয়ালসহ অনেকে। আবৃত্তি করেন মাহমুদার রহমান, তামান্না তিথি, আবদুর রাজ্জিক ও অনুষ্ঠান-এ আবৃত্তিশিল্পীরা। সংগীত পরিবেশন করেন সংস্কৃতি ও আবৃত্তি শিল্পীরা। শিল্পকলা একাডেমির শিল্পী, ফাহিম হোসেন চৌধুরী, মুহাম্মদ রহমান, হাশিম, আনিসুর রহমান সেতু, রানি চৌধুরী, মোহনা দাস প্রমুখ। লিয়াকত আলী লাকীর রচনা ও নির্দেশনায় বক্তারা বলেন স্বাধীনতার মূল্যবোধ তুলে ধরার আহ্বান জানান। [328,224,561,391]
hotel-article [222,535,560,905]
prayer-time-item: ফজর ০৫:১৫ [56,1109,105,1120]
photo-6 [1180,632,1545,915]
vaccine-article [674,1206,983,1544]
article-body: আওয়ামী লীগের কেন্দ্রীয় নেতা আলাউদ্দিন আহমেদ চৌধুরী নাসিম বলেছেন, প্রধানমন্ত্রী শেখ হাসিনার নেতৃত্বে দেশ এগিয়ে যাওয়ায় একটি মহল ষড়যন্ত্র শুরু করেছে। বিজয় দিবস উপলক্ষে ফেনীতে আয়োজিত অনুষ্ঠানে প্রধান অতিথির বক্তব্যে তিনি এ কথা বলেন। তিনি বলেন, সব ষড়যন্ত্র মোকাবিলা করে দেশের উন্নয়ন অব্যাহত থাকবে। এ সময় জেলা আওয়ামী লীগের নেতৃবৃন্দ উপস্থিত ছিলেন। [791,1000,983,1124]
masthead-date: ১৭ ডিসেম্বর ২০২০ । ২ পৌষ ১৪২৭ [1368,66,1544,80]
madpan-article [1195,1021,1552,1222]
article-body: (প্রথম পৃষ্ঠার পর) নারায়ণগঞ্জ মহানগর র‌্যাব পুলিশ ও গোয়েন্দারা জানায় সোনারগাঁ এলাকা থেকে উদ্ধার করা রোহিঙ্গাদের মধ্যে শিশু ও নারীও রয়েছেন। তাদের দেশের বিভিন্ন স্থানে নিয়ে যাওয়ার জন্য একটি চক্র সক্রিয়। আটককৃতরা জিজ্ঞাসাবাদে জানায়, ক্যাম্প থেকে বের হয়ে তারা দালালের মাধ্যমে ঢাকায় আসে। পরবর্তীতে তাদের বিদেশে পাঠানোর প্রলোভন দেখানো হয়। র‌্যাব জানিয়েছে, এ চক্রের সঙ্গে জড়িতদের ধরতে অভিযান অব্যাহত রয়েছে। ভাসানচরে স্থানান্তর শুরু হওয়ার পর থেকে পাচারের ঘটনা বাড়ছে বলে মনে করছেন সংশ্লিষ্টরা। নিরাপত্তা বাহিনীর নজরদারি আরও জোরদার করা হয়েছে। [48,1227,499,1310]
prayer-time-item: সূর্যোদয় ০৬:৩৫ [56,1169,113,1181]
page-number: ১১ [1209,35,1267,85]
byline: টঙ্গী প্রতিনিধি [48,877,105,889]
photo-1 [798,188,1160,429]
masthead-rule [48,137,1552,139]
prayer-time-item: মাগরিব ০৫:২০ [56,1145,111,1156]
photo-4 [1180,434,1545,627]
culture-logo-label: সংস্কৃতি [255,288,292,303]
photo-background [1180,632,1545,759]
article-body: (শেষের পৃষ্ঠার পর) শীতের শুরুতে দেশের বিভিন্ন জলাশয়ে আসতে শুরু করেছে অতিথি পাখি। সুদর্শন এসব পাখি দেখতে ভিড় করছেন প্রকৃতিপ্রেমীরা। [510,1899,663,1968]
photo-number-badge: ৫ [1122,877,1149,904]
divider [48,830,209,831]
mujib-year-logo [48,221,111,298]
article-body: টঙ্গী বিশ্ব ইজতেমা ময়দানে দুই দিনব্যাপী জোড় ইজতেমা শুরু হচ্ছে আগামীকাল। মাওলানা যোবায়ের অনুসারীদের আয়োজনে এ ইজতেমায় অংশ নেবেন তারা। ময়দানে জোড় ইজতেমা উপলক্ষে মুসল্লিদের উপস্থিতি শুরু হয়েছে। আয়োজক কমিটির সদস্যরা জানান, করোনার কারণে সীমিত পরিসরে স্বাস্থ্যবিধি মেনে এবারের জোড় ইজতেমার অনুমতি নিয়েছেন তারা। [48,897,209,1051]
photo-number-badge: ৪ [1506,589,1533,616]
column-rule [667,1202,668,2356]
photo-number-badge: ১ [1122,391,1149,418]
article-body: (শেষের পৃষ্ঠার পর) লালমনিরহাটের পাটগ্রাম সীমান্তে বিএসএফের গুলিতে এক বাংলাদেশি যুবক নিহত হয়েছেন। বিজিবি জানায়, সীমান্ত পিলারের কাছে এ ঘটনা ঘটে। এ ঘটনায় পতাকা বৈঠকের আহ্বান জানানো হয়েছে। [1195,1250,1552,1290]
minister-article [571,535,785,905]
shash-headline: দেশে খাসরুদ্দকর [1037,1230,1134,1247]
section-label: খবর [1065,45,1128,86]
photo-2 [1180,188,1545,429]
hatirjheel-headline: হাতিরঝিলে কিশোর খুন, গ্রেফতার ২ [999,1021,1172,1062]
lead-body-right: তুষার, রিফাত জাহান বন্যা, মুক্তি চৌধুরী, মনি দিপা দাস প্রমুখ। জাকির হোসেন পুতুল, রুদ্রেন্দ্র সুরকার ও তৈমুর আফ্রান। দ্বিতীয় পর্বে সন্ধ্যায় শিল্পকলা একাডেমির জাতীয় নাট্যশালার সামনে মুক্ত মঞ্চে সাংস্কৃতিক অনুষ্ঠান। এ পর্বের শুরুতেই জাতীয় নাট্যশালার প্রবেশ পথে উদ্বোধন করা হয় নিউইয়র্ক প্রবাসী আর্টিস্টদের শিল্পকর্ম প্রদর্শনী। এছাড়া আলোকচিত্র প্রদর্শনী ও বিশেষ আলোচনা সভা অনুষ্ঠিত হয়। অনলাইনে যুক্ত ছিলেন একাডেমির মহাপরিচালক লিয়াকত আলী লাকী। জাতীয় পর্যায়ে সাংস্কৃতিক সংগঠনগুলোও নানা কর্মসূচির মাধ্যমে দিনটি পালন করে। [571,224,782,391]
byline: আলী আজম [222,575,277,588]
abdullah-article [510,2075,663,2356]
byline: নিজস্ব প্রতিবেদক [48,197,119,210]
shahjalal-article [989,1673,1182,2356]
mymensingh-headline: ৪৯ বছর পর ময়মনসিংহে 'জয় বাংলা চত্বর' [296,917,711,945]
column-left [48,149,209,1194]
photo-background [1180,188,1545,297]
headline-mujib-year: সময় বেড়েছে মুজিববর্ষের [82,153,175,195]
byline: নীলফামারী প্রতিনিধি [510,1265,596,1277]
